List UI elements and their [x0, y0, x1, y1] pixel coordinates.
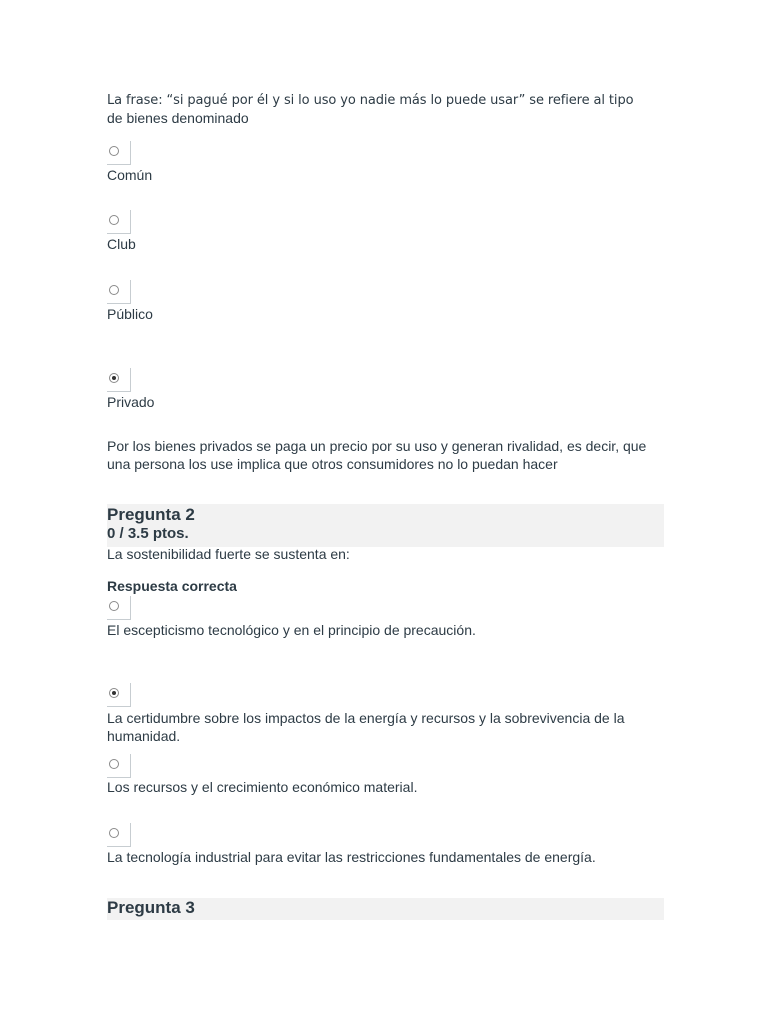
correct-answer-label: Respuesta correcta [107, 578, 237, 594]
question-1-feedback: Por los bienes privados se paga un precio por su uso y generan rivalidad, es decir, que una persona los use implica que otros consumidores no lo puedan hacer [107, 438, 647, 472]
option-certidumbre-label: La certidumbre sobre los impactos de la energía y recursos y la sobrevivencia de la humanidad. [107, 710, 625, 744]
question-1-text-line2: de bienes denominado [107, 109, 249, 126]
option-club-radio[interactable] [109, 215, 119, 225]
question-1-text-line1: La frase: “si pagué por él y si lo uso yo nadie más lo puede usar” se refiere al tipo [107, 93, 634, 108]
question-2-points: 0 / 3.5 ptos. [107, 525, 189, 542]
option-tecnologia-label: La tecnología industrial para evitar las restricciones fundamentales de energía. [107, 849, 596, 865]
question-2-text: La sostenibilidad fuerte se sustenta en: [107, 546, 350, 562]
option-privado-radio[interactable] [109, 373, 119, 383]
option-comun-radio[interactable] [109, 146, 119, 156]
option-escepticismo-radio[interactable] [109, 601, 119, 611]
option-club-label: Club [107, 236, 136, 252]
option-recursos-label: Los recursos y el crecimiento económico material. [107, 779, 418, 795]
option-escepticismo-label: El escepticismo tecnológico y en el principio de precaución. [107, 622, 476, 638]
option-recursos-radio[interactable] [109, 759, 119, 769]
option-recursos-radio-wrapper[interactable] [107, 754, 131, 778]
option-privado-label: Privado [107, 394, 155, 410]
question-2-title: Pregunta 2 [107, 505, 195, 524]
option-publico-radio[interactable] [109, 285, 119, 295]
question-2-header [107, 504, 664, 547]
option-club-radio-wrapper[interactable] [107, 210, 131, 234]
option-tecnologia-radio[interactable] [109, 828, 119, 838]
option-certidumbre-radio-wrapper[interactable] [107, 683, 131, 707]
option-publico-label: Público [107, 306, 153, 322]
option-escepticismo-radio-wrapper[interactable] [107, 596, 131, 620]
option-comun-label: Común [107, 167, 153, 183]
option-publico-radio-wrapper[interactable] [107, 280, 131, 304]
question-3-title: Pregunta 3 [107, 898, 195, 917]
question-3-header [107, 898, 664, 920]
question-1-text [107, 92, 667, 127]
option-certidumbre-radio[interactable] [109, 688, 119, 698]
option-comun-radio-wrapper[interactable] [107, 141, 131, 165]
option-tecnologia-radio-wrapper[interactable] [107, 823, 131, 847]
option-privado-radio-wrapper[interactable] [107, 368, 131, 392]
